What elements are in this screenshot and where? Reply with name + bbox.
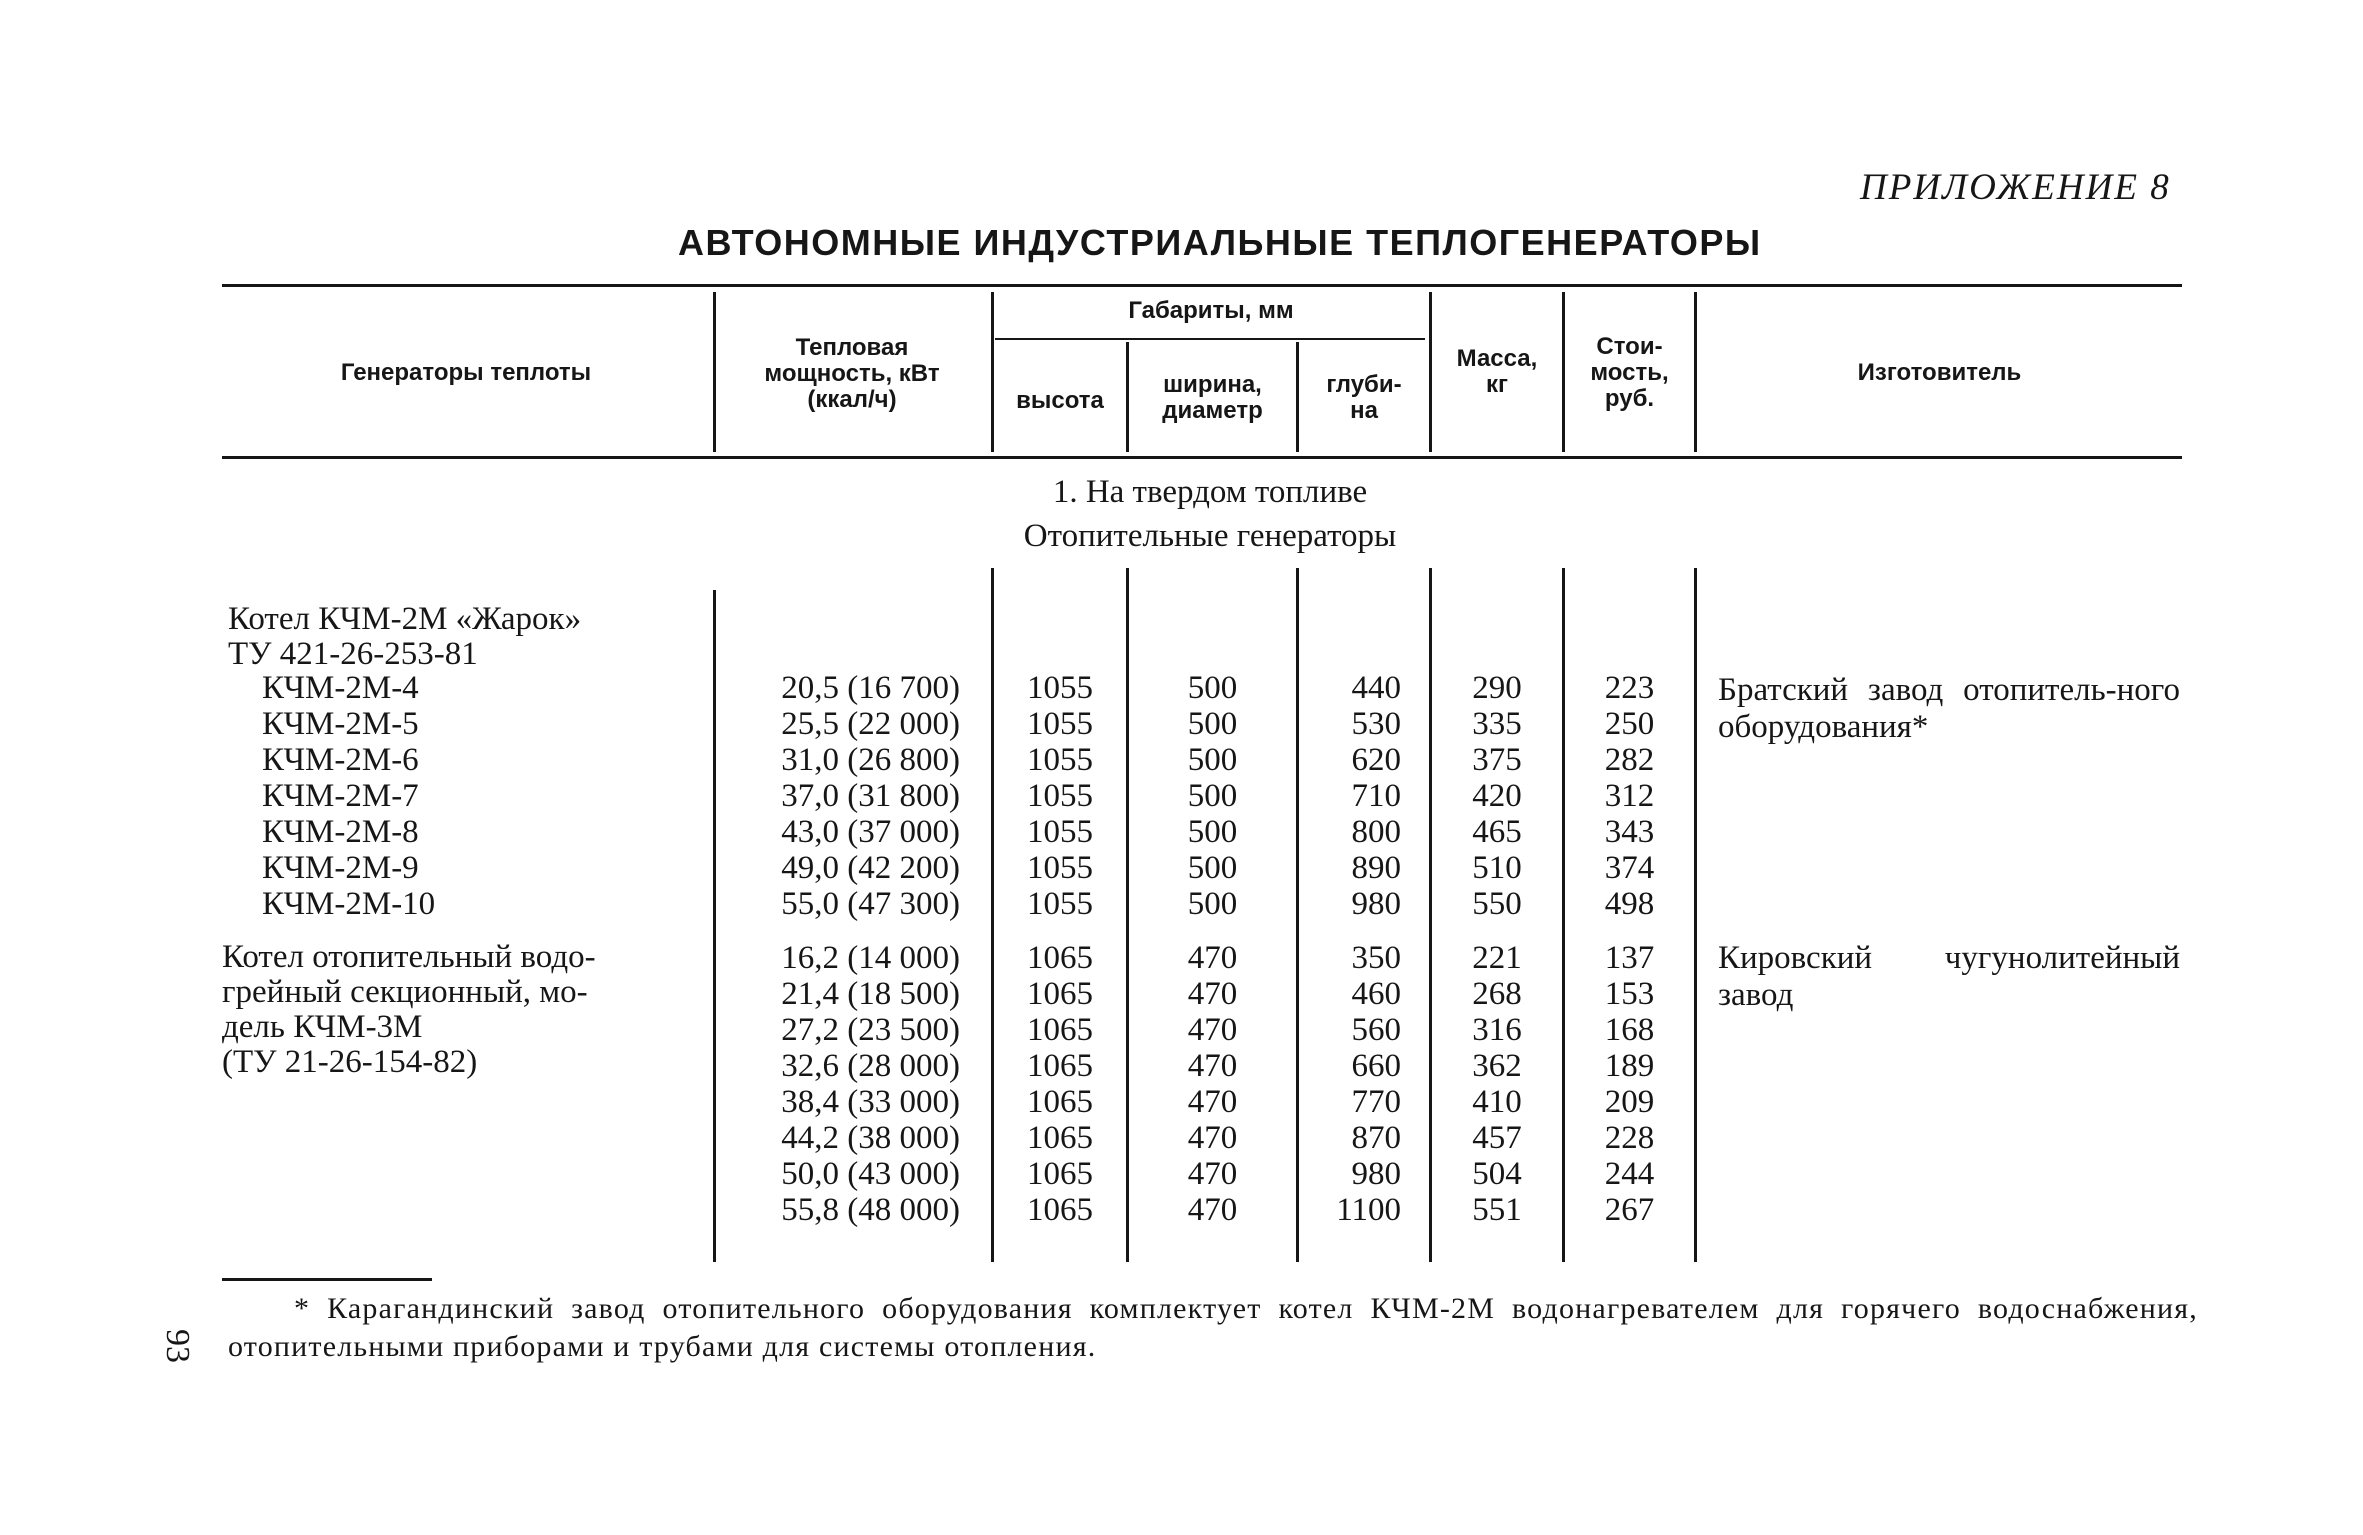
appendix-label: ПРИЛОЖЕНИЕ 8	[1860, 167, 2171, 208]
footnote-rule	[222, 1278, 432, 1281]
power-col: 20,5 (16 700) 25,5 (22 000) 31,0 (26 800) 37,0 (31 800) 43,0 (37 000) 49,0 (42 200) 55,0 (47 300)	[781, 670, 960, 922]
manufacturer-kirov: Кировский чугунолитейный завод	[1718, 940, 2180, 1013]
section-title: 1. На твердом топливе	[1052, 474, 1368, 510]
list-item: КЧМ-2М-10	[262, 886, 436, 922]
depth-col: 350 460 560 660 770 870 980 1100	[1336, 940, 1401, 1228]
footnote: * Карагандинский завод отопительного оборудования комплектует котел КЧМ-2М водонагревателем для горячего водоснабжения, отопительными приборами и трубами для системы отопления.	[228, 1292, 2198, 1363]
col-header-cost: Стои- мость, руб.	[1590, 333, 1669, 412]
table-top-rule	[222, 284, 2182, 287]
col-header-generators: Генераторы теплоты	[340, 359, 592, 386]
mass-col: 221 268 316 362 410 457 504 551	[1472, 940, 1522, 1228]
page-title: АВТОНОМНЫЕ ИНДУСТРИАЛЬНЫЕ ТЕПЛОГЕНЕРАТОРЫ	[678, 222, 1762, 263]
cost-col: 137 153 168 189 209 228 244 267	[1604, 940, 1655, 1228]
col-header-width: ширина, диаметр	[1162, 371, 1263, 424]
col-header-depth: глуби- на	[1326, 371, 1402, 424]
col-header-mass: Масса, кг	[1456, 345, 1538, 398]
group-name-kchm3m: Котел отопительный водо- грейный секционный, мо- дель КЧМ-3М (ТУ 21-26-154-82)	[222, 939, 596, 1080]
page-number: 93	[159, 1329, 196, 1363]
height-col: 1055 1055 1055 1055 1055 1055 1055	[1027, 670, 1093, 922]
mass-col: 290 335 375 420 465 510 550	[1472, 670, 1522, 922]
list-item: КЧМ-2М-4	[262, 670, 419, 706]
list-item: КЧМ-2М-5	[262, 706, 419, 742]
list-item: КЧМ-2М-8	[262, 814, 419, 850]
col-header-power: Тепловая мощность, кВт (ккал/ч)	[764, 334, 940, 413]
manufacturer-bratsk: Братский завод отопитель-ного оборудования*	[1718, 672, 2180, 745]
models-col	[262, 670, 435, 922]
power-col: 16,2 (14 000) 21,4 (18 500) 27,2 (23 500) 32,6 (28 000) 38,4 (33 000) 44,2 (38 000) 50,0 (43 000) 55,8 (48 000)	[781, 940, 960, 1228]
body-divider	[1694, 568, 1697, 1262]
depth-col: 440 530 620 710 800 890 980	[1351, 670, 1401, 922]
list-item: КЧМ-2М-6	[262, 742, 419, 778]
group-name-kchm2m: Котел КЧМ-2М «Жарок» ТУ 421-26-253-81	[228, 601, 582, 672]
section-subtitle: Отопительные генераторы	[1023, 518, 1397, 554]
col-header-height: высота	[1016, 387, 1104, 414]
col-header-manufacturer: Изготовитель	[1857, 359, 2022, 386]
height-col: 1065 1065 1065 1065 1065 1065 1065 1065	[1027, 940, 1093, 1228]
width-col: 470 470 470 470 470 470 470 470	[1187, 940, 1238, 1228]
width-col: 500 500 500 500 500 500 500	[1187, 670, 1238, 922]
col-header-dimensions: Габариты, мм	[1128, 297, 1294, 324]
cost-col: 223 250 282 312 343 374 498	[1604, 670, 1655, 922]
list-item: КЧМ-2М-7	[262, 778, 419, 814]
dimensions-rule	[995, 338, 1425, 340]
header-bottom-rule	[222, 456, 2182, 459]
list-item: КЧМ-2М-9	[262, 850, 419, 886]
